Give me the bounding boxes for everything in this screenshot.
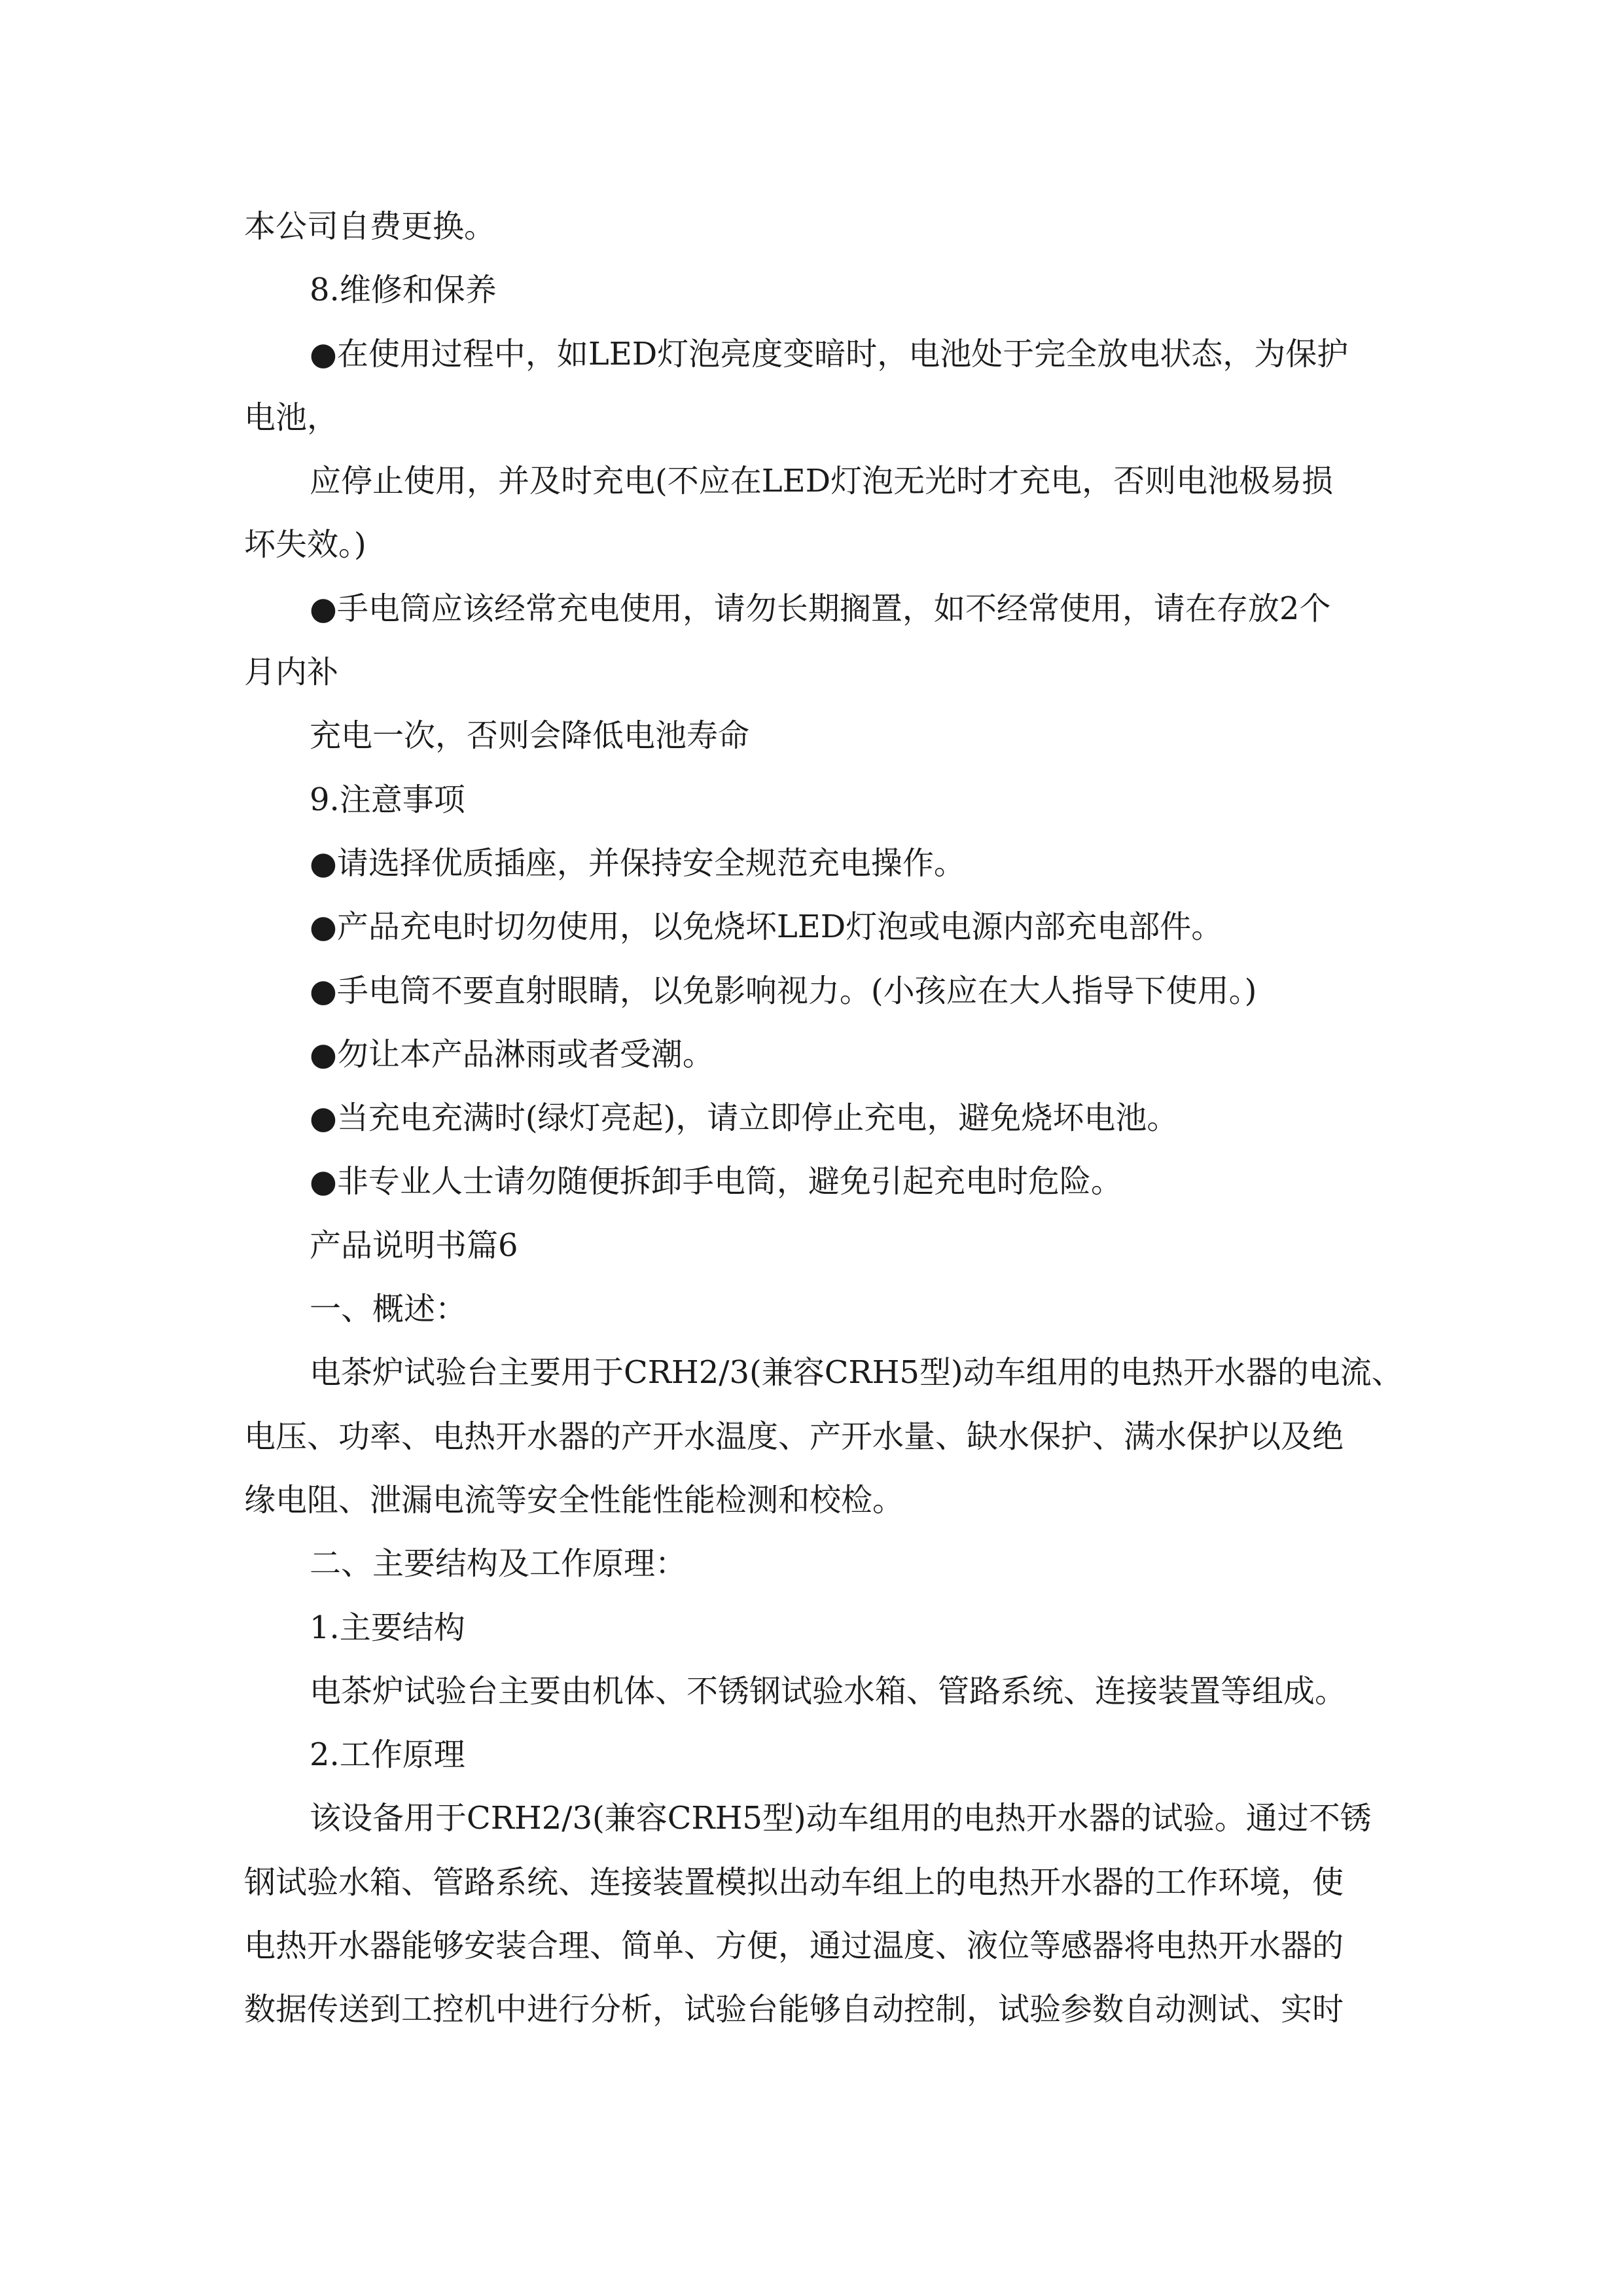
- bullet-line: ●在使用过程中，如LED灯泡亮度变暗时，电池处于完全放电状态，为保护: [310, 335, 1349, 372]
- text-line: 电热开水器能够安装合理、简单、方便，通过温度、液位等感器将电热开水器的: [244, 1928, 1344, 1965]
- section-heading: 二、主要结构及工作原理：: [310, 1545, 687, 1583]
- text-line: 该设备用于CRH2/3(兼容CRH5型)动车组用的电热开水器的试验。通过不锈: [310, 1800, 1372, 1837]
- bullet-line: ●产品充电时切勿使用，以免烧坏LED灯泡或电源内部充电部件。: [310, 908, 1223, 946]
- text-line: 钢试验水箱、管路系统、连接装置模拟出动车组上的电热开水器的工作环境，使: [244, 1863, 1344, 1901]
- text-line: 缘电阻、泄漏电流等安全性能性能检测和校检。: [244, 1481, 904, 1518]
- chapter-title: 产品说明书篇6: [310, 1227, 518, 1264]
- text-line: 电茶炉试验台主要用于CRH2/3(兼容CRH5型)动车组用的电热开水器的电流、: [310, 1354, 1403, 1391]
- bullet-line: ●勿让本产品淋雨或者受潮。: [310, 1035, 714, 1073]
- bullet-line: ●当充电充满时(绿灯亮起)，请立即停止充电，避免烧坏电池。: [310, 1100, 1179, 1137]
- section-heading: 一、概述：: [310, 1291, 467, 1328]
- section-heading: 1.主要结构: [310, 1609, 465, 1646]
- text-line: 数据传送到工控机中进行分析，试验台能够自动控制，试验参数自动测试、实时: [244, 1991, 1344, 2028]
- bullet-line: ●非专业人士请勿随便拆卸手电筒，避免引起充电时危险。: [310, 1163, 1122, 1200]
- text-line: 月内补: [244, 654, 339, 691]
- bullet-line: ●请选择优质插座，并保持安全规范充电操作。: [310, 844, 965, 882]
- section-heading: 2.工作原理: [310, 1736, 465, 1774]
- section-heading: 8.维修和保养: [310, 272, 497, 309]
- text-line: 充电一次，否则会降低电池寿命: [310, 717, 750, 755]
- bullet-line: ●手电筒不要直射眼睛，以免影响视力。(小孩应在大人指导下使用。): [310, 972, 1257, 1009]
- document-body: [244, 195, 1403, 2042]
- text-line: 电茶炉试验台主要由机体、不锈钢试验水箱、管路系统、连接装置等组成。: [310, 1672, 1347, 1710]
- bullet-line: ●手电筒应该经常充电使用，请勿长期搁置，如不经常使用，请在存放2个: [310, 590, 1331, 627]
- text-line: 电压、功率、电热开水器的产开水温度、产开水量、缺水保护、满水保护以及绝: [244, 1418, 1344, 1455]
- text-line: 坏失效。): [244, 526, 366, 564]
- text-line: 本公司自费更换。: [244, 208, 496, 245]
- text-line: 电池，: [244, 399, 339, 436]
- section-heading: 9.注意事项: [310, 781, 465, 818]
- text-line: 应停止使用，并及时充电(不应在LED灯泡无光时才充电，否则电池极易损: [310, 463, 1334, 500]
